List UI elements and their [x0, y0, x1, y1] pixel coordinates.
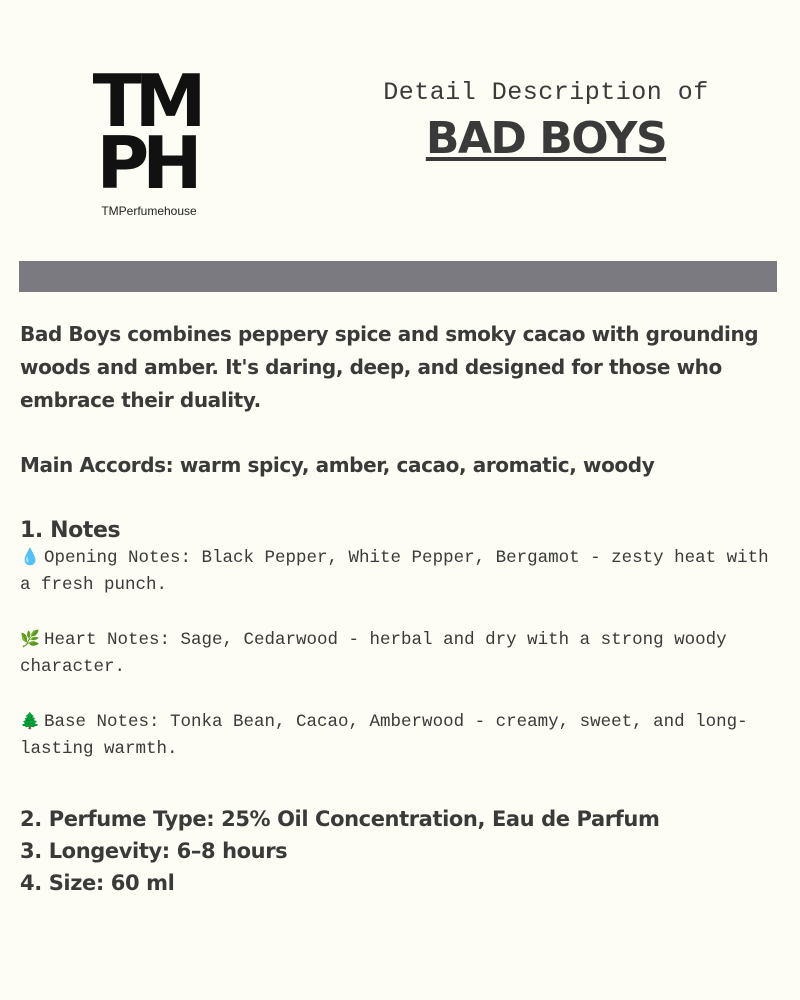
notes-title: 1. Notes [20, 518, 121, 543]
logo-line-1: TM [92, 59, 200, 143]
herb-icon: 🌿 [20, 631, 40, 649]
heart-notes-text: Heart Notes: Sage, Cedarwood - herbal and dry with a strong woody character. [20, 630, 727, 677]
longevity: 3. Longevity: 6–8 hours [20, 839, 288, 863]
base-notes [20, 709, 780, 763]
opening-notes-text: Opening Notes: Black Pepper, White Pepper, Bergamot - zesty heat with a fresh punch. [20, 548, 769, 595]
page-subtitle: Detail Description of [383, 78, 709, 107]
product-facts [20, 803, 780, 899]
brand-logo [84, 59, 214, 218]
product-description: Bad Boys combines peppery spice and smoky cacao with grounding woods and amber. It's daring, deep, and designed for those who embrace their duality. [20, 322, 759, 412]
page-heading [340, 78, 752, 164]
product-details [20, 318, 780, 899]
brand-name: TMPerfumehouse [101, 204, 197, 218]
size: 4. Size: 60 ml [20, 871, 175, 895]
logo-line-2: PH [96, 121, 196, 205]
base-notes-text: Base Notes: Tonka Bean, Cacao, Amberwood - creamy, sweet, and long-lasting warmth. [20, 712, 748, 759]
perfume-type: 2. Perfume Type: 25% Oil Concentration, Eau de Parfum [20, 807, 660, 831]
main-accords: Main Accords: warm spicy, amber, cacao, aromatic, woody [20, 453, 655, 477]
page-title: BAD BOYS [425, 113, 667, 164]
evergreen-tree-icon: 🌲 [20, 713, 40, 731]
opening-notes [20, 545, 780, 599]
logo-mark [84, 59, 214, 205]
droplet-icon: 💧 [20, 549, 40, 567]
heart-notes [20, 627, 780, 681]
divider-bar [19, 261, 777, 292]
